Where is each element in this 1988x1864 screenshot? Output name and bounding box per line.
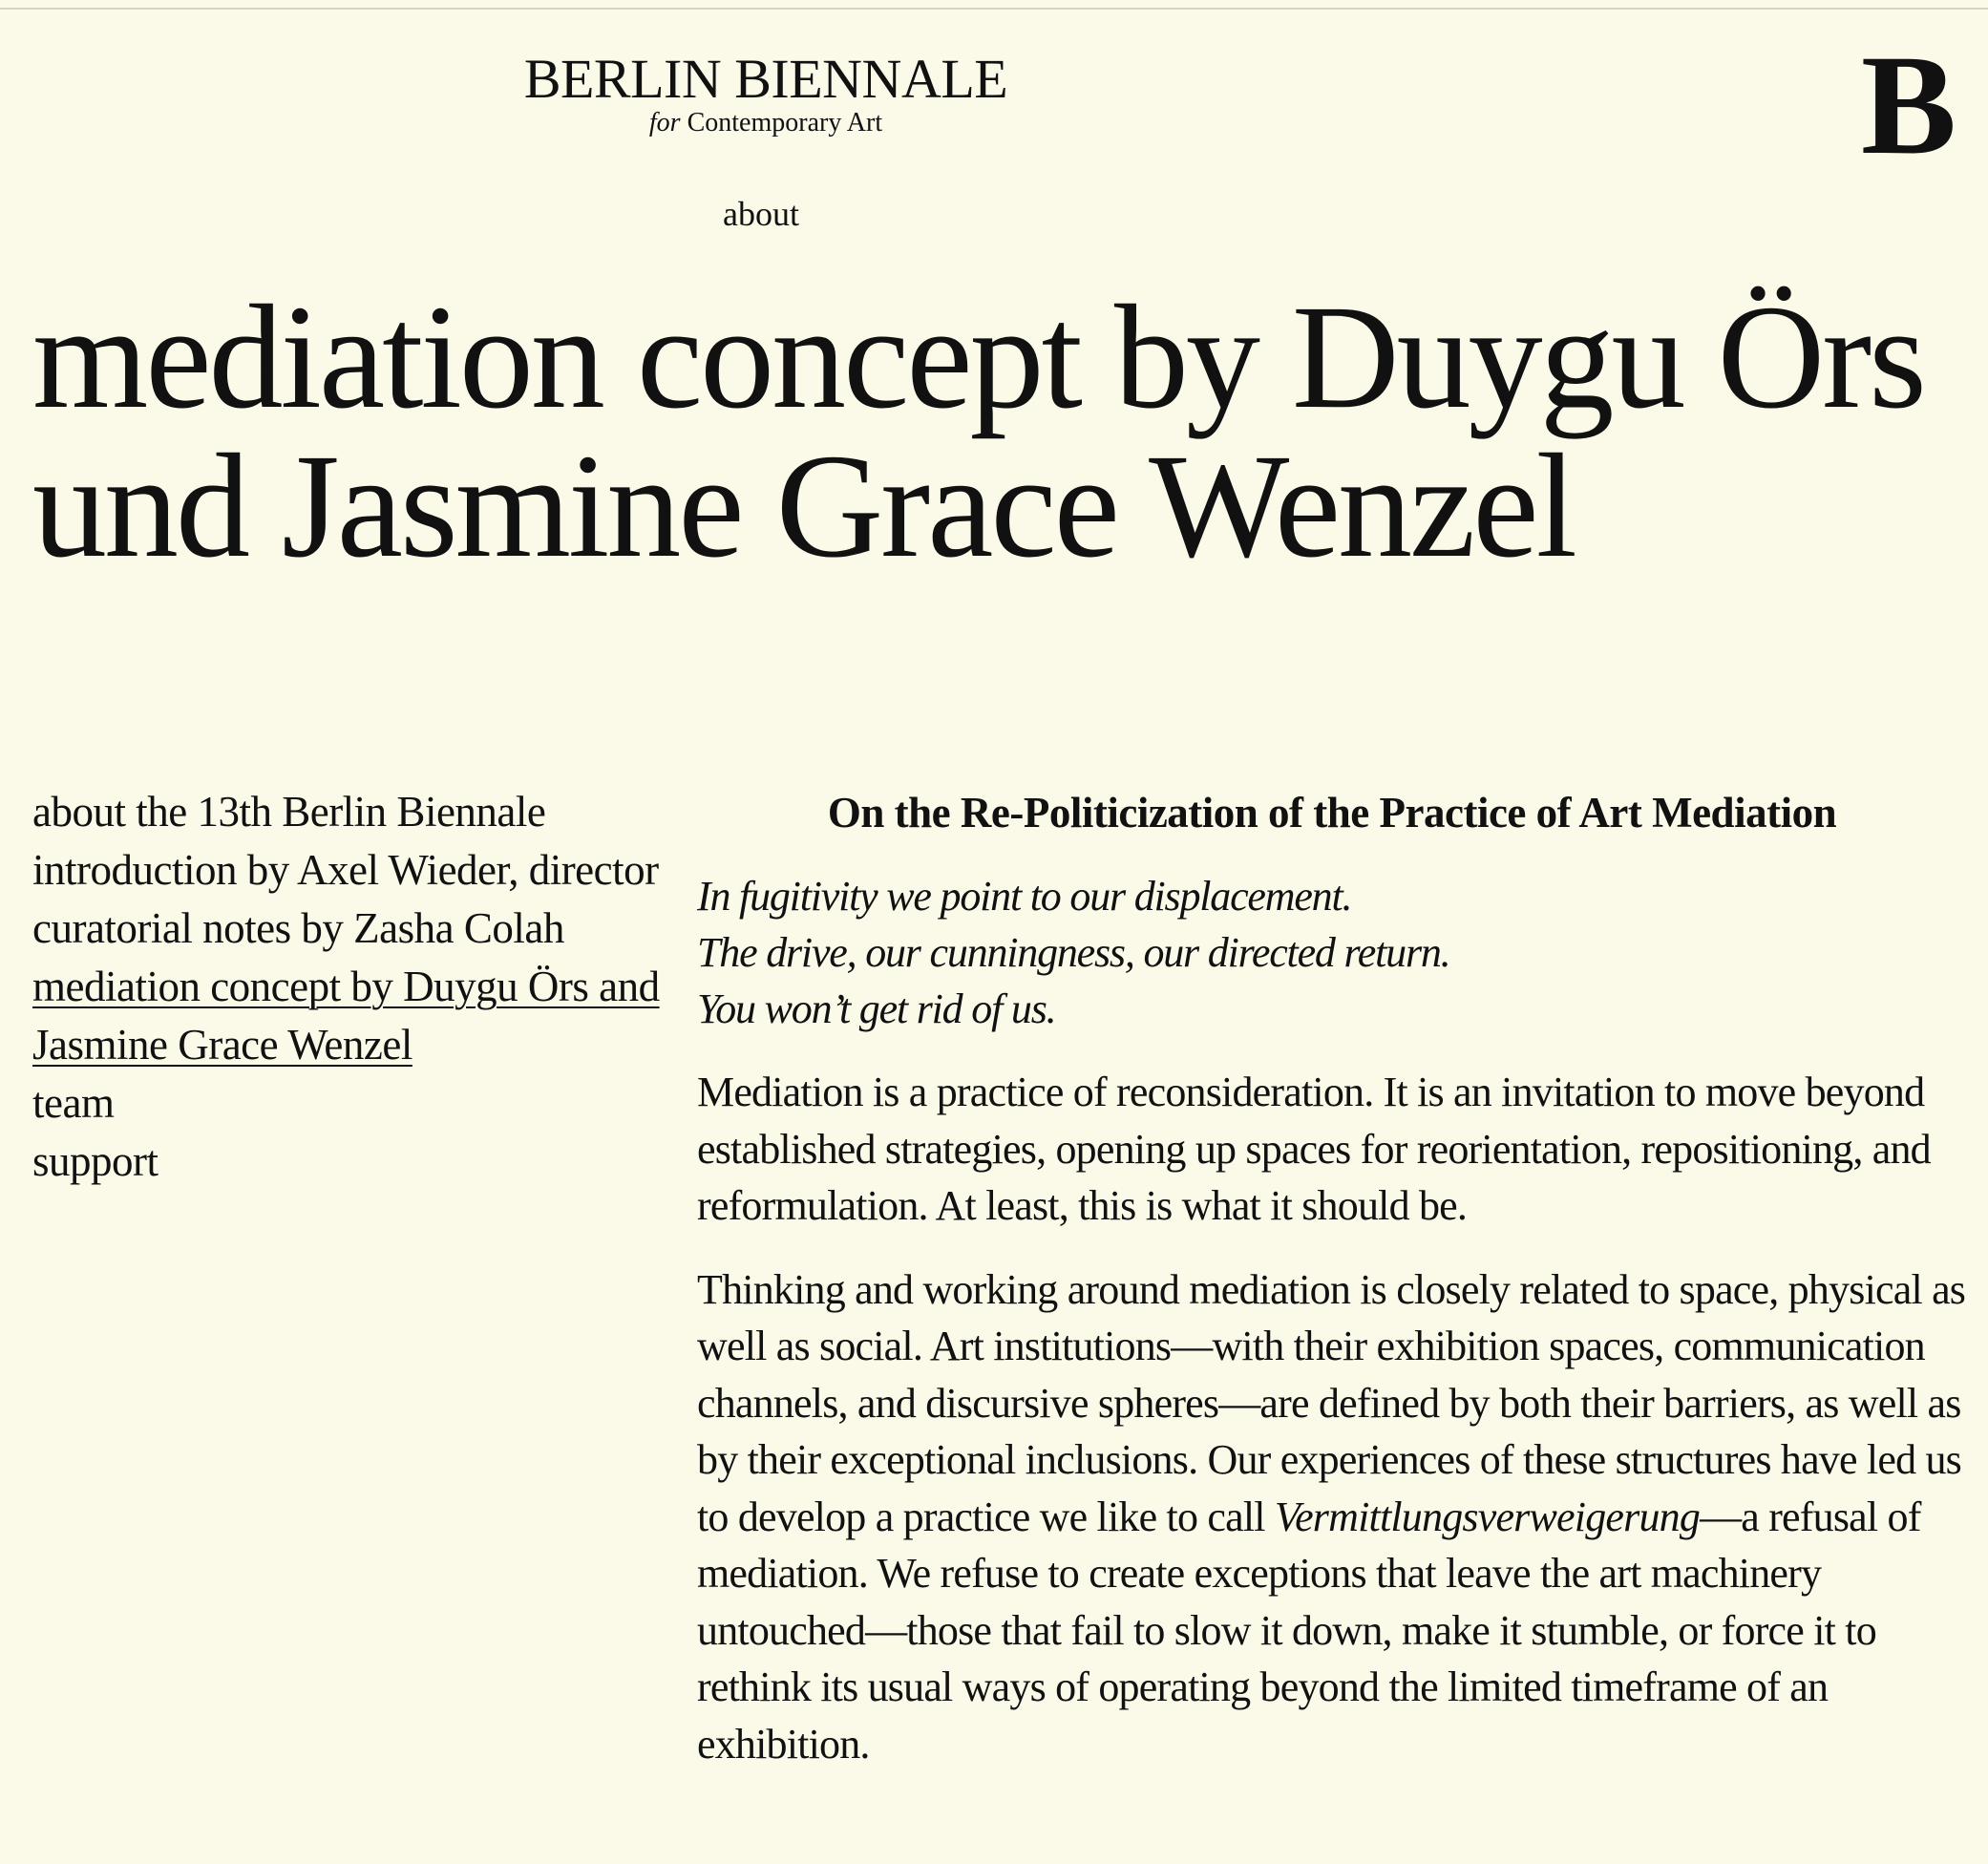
paragraph-text: —a refusal of mediation. We refuse to create exceptions that leave the art machinery untouched—those that fail to slow it down, make it stumble, or force it to rethink its usual ways of operating beyond the limited timeframe of an exhibition. — [697, 1493, 1921, 1768]
poem-line: You won’t get rid of us. — [697, 985, 1056, 1032]
sidebar-link-mediation-concept[interactable]: mediation concept by Duygu Örs and Jasmine Grace Wenzel — [32, 963, 660, 1069]
site-logo[interactable] — [513, 50, 1019, 138]
sidebar-item-mediation-concept — [32, 958, 663, 1074]
section-label: about — [723, 195, 799, 233]
poem-line: In fugitivity we point to our displacement. — [697, 873, 1352, 920]
sidebar-item-curatorial-notes — [32, 900, 663, 958]
sidebar-item-team — [32, 1074, 663, 1133]
epigraph-poem — [697, 868, 1967, 1037]
top-divider — [0, 8, 1988, 10]
article-content — [697, 783, 1967, 1799]
sidebar-item-introduction — [32, 841, 663, 900]
paragraph-text: Thinking and working around mediation is closely related to space, physical as well as social. Art institutions—with their exhibition spaces, communication channels, and discursive spheres—are defined by both their barriers, as well as by their exceptional inclusions. Our experiences of these structures have led us to develop a practice we like to call — [697, 1265, 1966, 1540]
sidebar-link-about[interactable]: about the 13th Berlin Biennale — [32, 788, 546, 836]
article-paragraph-2 — [697, 1261, 1967, 1773]
logo-subtitle — [513, 109, 1019, 138]
sidebar-nav — [32, 783, 663, 1191]
article-heading: On the Re-Politicization of the Practice of Art Mediation — [827, 789, 1837, 837]
sidebar-link-curatorial-notes[interactable]: curatorial notes by Zasha Colah — [32, 904, 564, 952]
monogram-logo[interactable]: B — [1860, 26, 1957, 184]
logo-subtitle-italic: for — [648, 108, 681, 138]
sidebar-item-support — [32, 1133, 663, 1191]
article-paragraph-1: Mediation is a practice of reconsideration. It is an invitation to move beyond established strategies, opening up spaces for reorientation, repositioning, and reformulation. At least, this is what it should be. — [697, 1069, 1931, 1229]
poem-line: The drive, our cunningness, our directed return. — [697, 929, 1450, 976]
sidebar-item-about — [32, 783, 663, 841]
paragraph-italic-term: Vermittlungsverweigerung — [1274, 1493, 1701, 1540]
sidebar-link-team[interactable]: team — [32, 1079, 115, 1127]
sidebar-link-support[interactable]: support — [32, 1137, 159, 1185]
logo-subtitle-rest: Contemporary Art — [680, 108, 883, 138]
sidebar-link-introduction[interactable]: introduction by Axel Wieder, director — [32, 846, 659, 894]
logo-name: BERLIN BIENNALE — [523, 48, 1008, 110]
page-title: mediation concept by Duygu Örs und Jasmine Grace Wenzel — [32, 274, 1924, 588]
